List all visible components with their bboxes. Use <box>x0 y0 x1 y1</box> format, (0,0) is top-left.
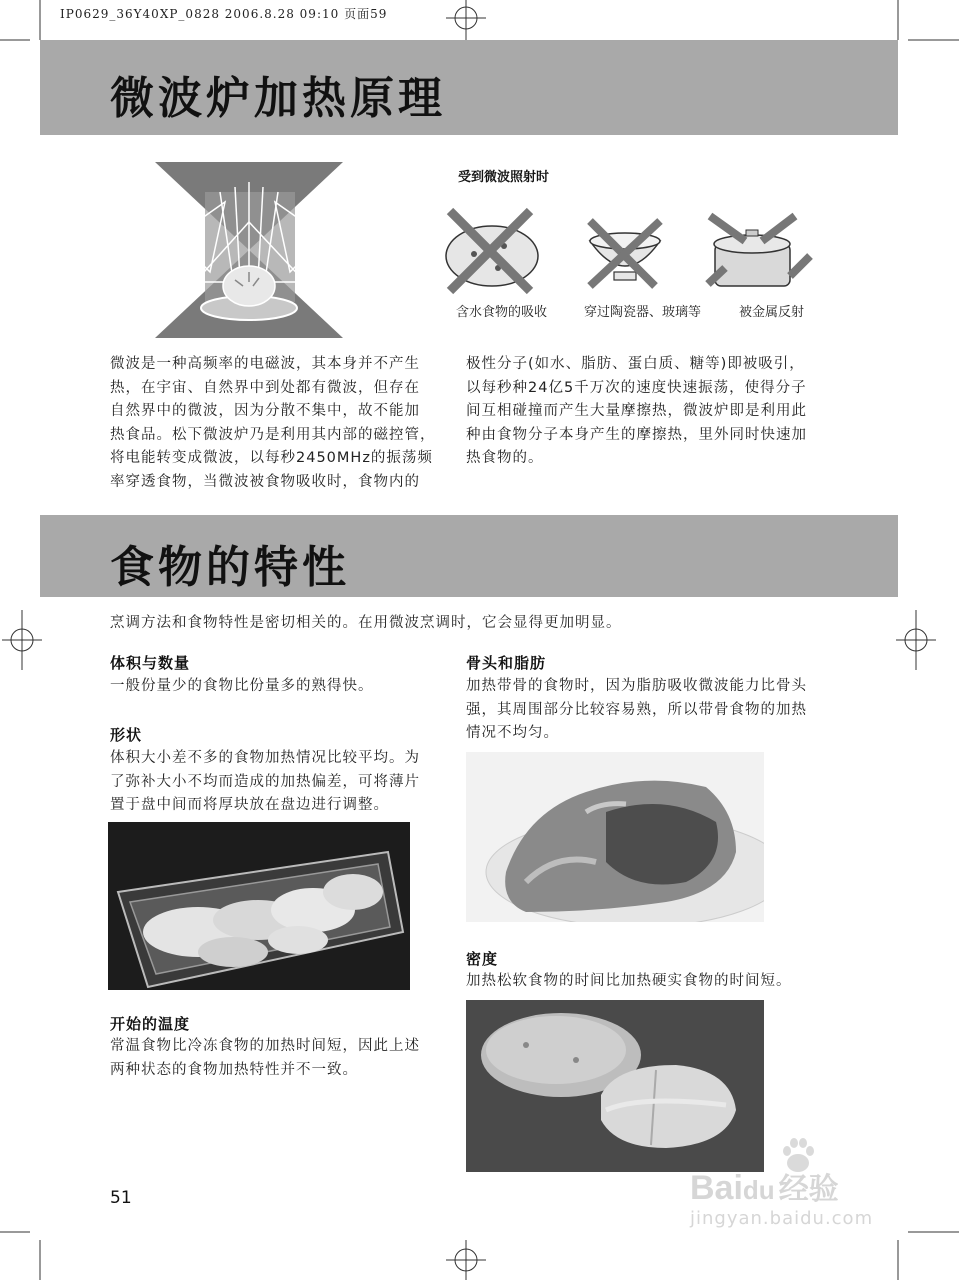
volume-title: 体积与数量 <box>110 654 191 672</box>
food-intro: 烹调方法和食物特性是密切相关的。在用微波烹调时，它会显得更加明显。 <box>110 615 622 631</box>
density-title: 密度 <box>466 950 499 968</box>
roast-meat-photo <box>466 752 764 922</box>
microwave-diagram <box>155 162 345 338</box>
bone-fat-title: 骨头和脂肪 <box>466 654 547 672</box>
watermark-cn: 经验 <box>778 1173 839 1206</box>
principle-paragraph-right: 极性分子(如水、脂肪、蛋白质、糖等)即被吸引， 以每秒种24亿5千万次的速度快速振荡，使得分子 间互相碰撞而产生大量摩擦热，微波炉即是利用此 种由食物分子本身产生的摩擦热，里外同时快速加 热食物的。 <box>466 356 807 466</box>
bowl-pass-through-icon <box>590 221 660 286</box>
temperature-title: 开始的温度 <box>110 1015 191 1033</box>
exposure-caption: 受到微波照射时 <box>458 170 550 185</box>
caption-absorb: 含水食物的吸收 <box>456 305 548 320</box>
page-number: 51 <box>110 1188 132 1208</box>
baidu-watermark <box>690 1140 910 1240</box>
density-text: 加热松软食物的时间比加热硬实食物的时间短。 <box>466 973 792 989</box>
shape-title: 形状 <box>110 726 143 744</box>
potato-absorb-icon <box>446 211 538 291</box>
microwave-behavior-icons <box>440 206 825 301</box>
glass-dish-photo <box>108 822 410 990</box>
bone-fat-text: 加热带骨的食物时，因为脂肪吸收微波能力比骨头 强，其周围部分比较容易熟，所以带骨食物的加热 情况不均匀。 <box>466 678 807 741</box>
temperature-text: 常温食物比冷冻食物的加热时间短，因此上述 两种状态的食物加热特性并不一致。 <box>110 1038 420 1078</box>
principle-paragraph-left: 微波是一种高频率的电磁波，其本身并不产生 热，在宇宙、自然界中到处都有微波，但存在 自然界中的微波，因为分散不集中，故不能加 热食品。松下微波炉乃是利用其内部的磁控管， 将电能转变成微波，以每秒2450MHz的振荡频 率穿透食物，当微波被食物吸收时，食物内的 <box>110 356 436 490</box>
section1-title: 微波炉加热原理 <box>110 73 446 124</box>
watermark-brand2: du <box>742 1175 775 1205</box>
watermark-brand: Bai <box>690 1169 743 1207</box>
pot-reflect-icon <box>708 216 810 286</box>
section2-title: 食物的特性 <box>110 542 350 593</box>
shape-text: 体积大小差不多的食物加热情况比较平均。为 了弥补大小不均而造成的加热偏差，可将薄片 置于盘中间而将厚块放在盘边进行调整。 <box>110 750 420 813</box>
section2-banner <box>40 515 898 597</box>
print-header: IP0629_36Y40XP_0828 2006.8.28 09:10 页面59 <box>60 7 388 21</box>
caption-reflect: 被金属反射 <box>739 305 805 320</box>
watermark-url: jingyan.baidu.com <box>690 1208 874 1229</box>
caption-pass-through: 穿过陶瓷器、玻璃等 <box>584 305 702 320</box>
section1-banner <box>40 40 898 135</box>
volume-text: 一般份量少的食物比份量多的熟得快。 <box>110 678 374 694</box>
